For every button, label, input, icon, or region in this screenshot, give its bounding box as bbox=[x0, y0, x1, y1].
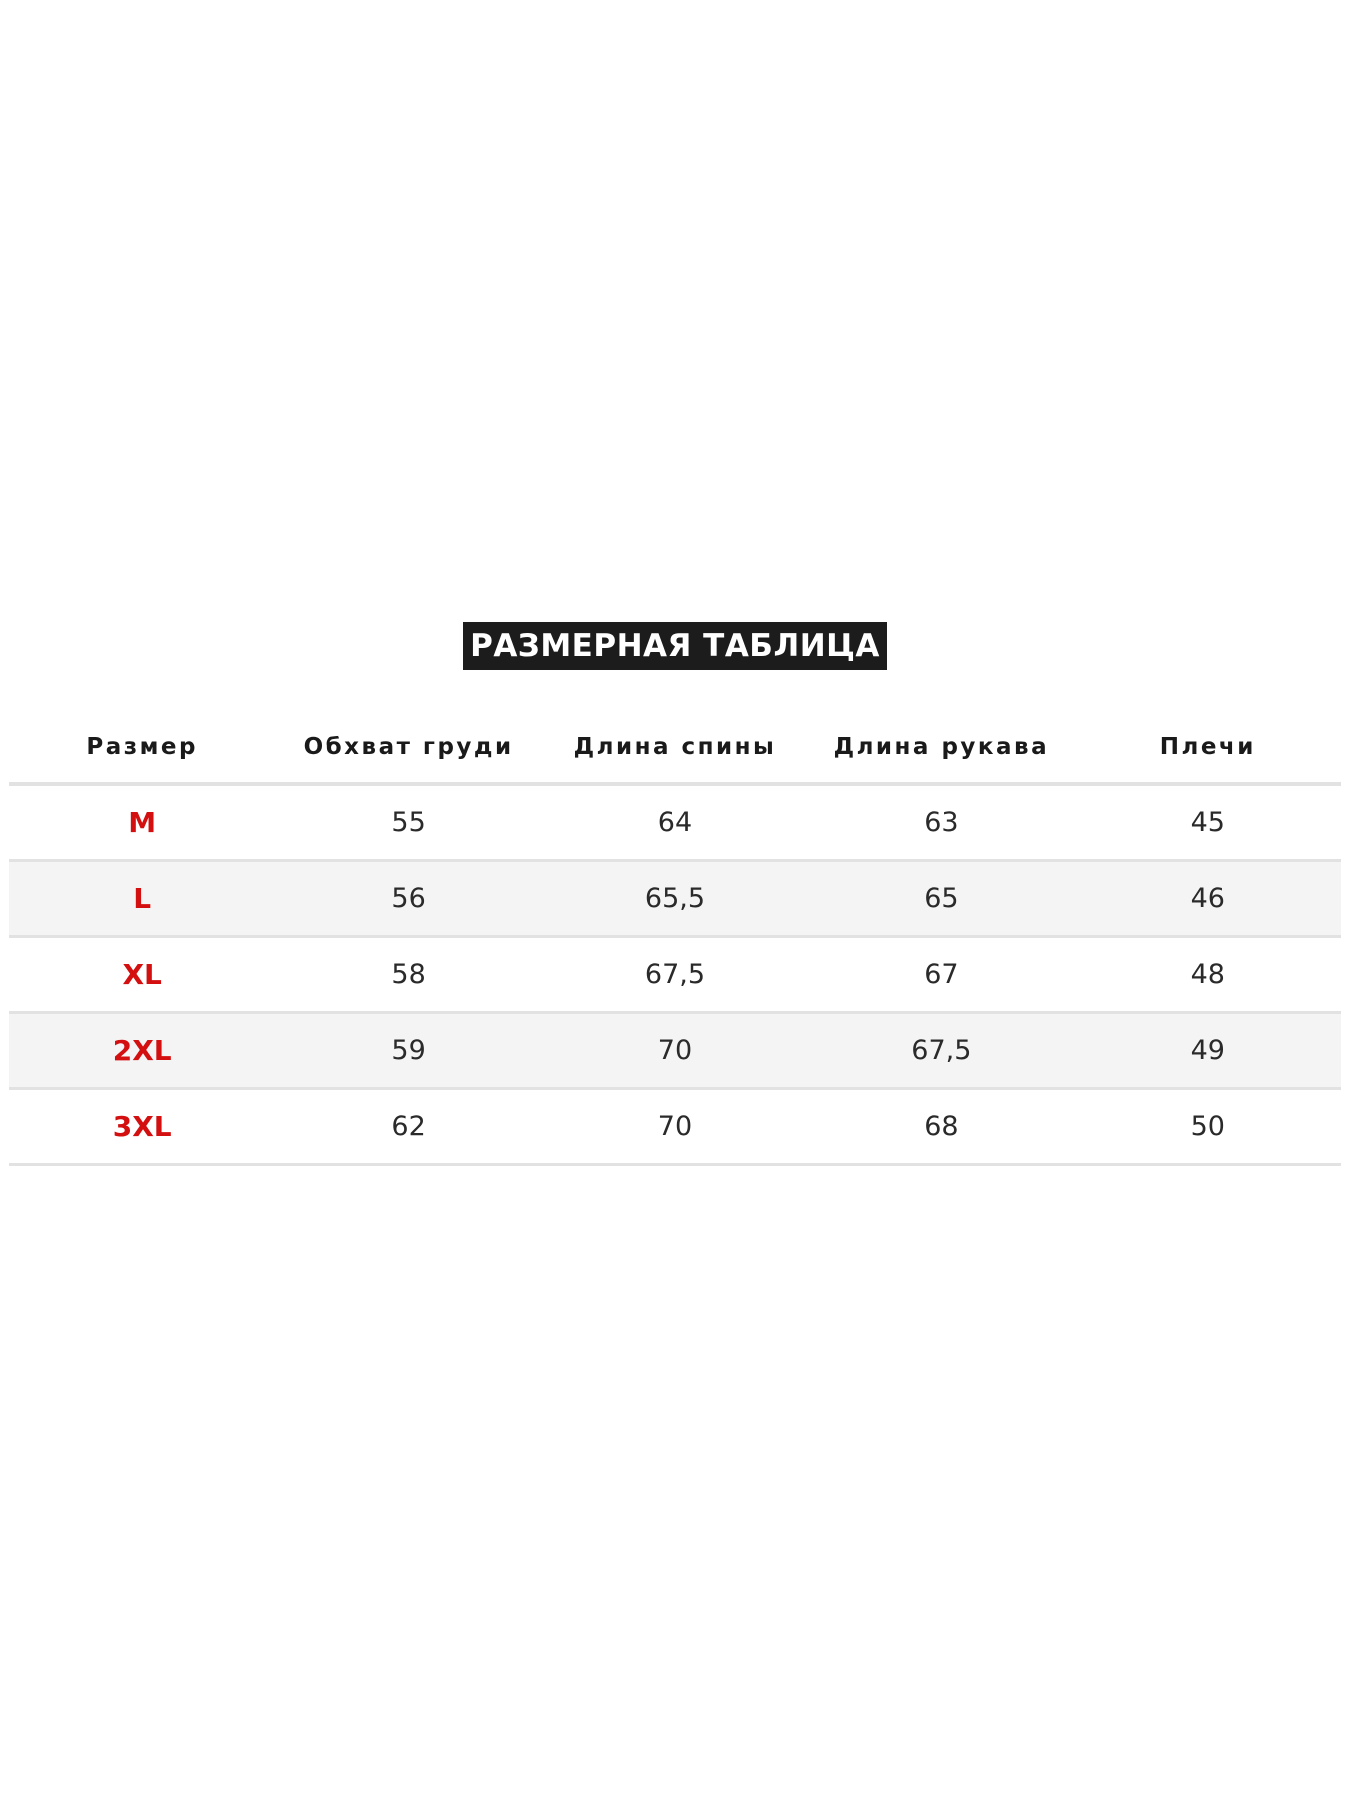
back-length-value: 64 bbox=[542, 784, 808, 861]
chest-value: 58 bbox=[275, 937, 541, 1013]
shoulders-value: 50 bbox=[1075, 1089, 1341, 1165]
size-label: XL bbox=[9, 937, 275, 1013]
size-label: 2XL bbox=[9, 1013, 275, 1089]
chest-value: 56 bbox=[275, 861, 541, 937]
sleeve-length-value: 68 bbox=[808, 1089, 1074, 1165]
header-back-length: Длина спины bbox=[542, 712, 808, 784]
chest-value: 62 bbox=[275, 1089, 541, 1165]
title-container bbox=[0, 622, 1350, 670]
back-length-value: 65,5 bbox=[542, 861, 808, 937]
back-length-value: 70 bbox=[542, 1013, 808, 1089]
table-row bbox=[9, 1013, 1341, 1089]
sleeve-length-value: 63 bbox=[808, 784, 1074, 861]
header-chest: Обхват груди bbox=[275, 712, 541, 784]
header-size: Размер bbox=[9, 712, 275, 784]
back-length-value: 70 bbox=[542, 1089, 808, 1165]
shoulders-value: 48 bbox=[1075, 937, 1341, 1013]
table-row bbox=[9, 861, 1341, 937]
sleeve-length-value: 65 bbox=[808, 861, 1074, 937]
back-length-value: 67,5 bbox=[542, 937, 808, 1013]
size-table bbox=[9, 712, 1341, 1166]
shoulders-value: 46 bbox=[1075, 861, 1341, 937]
table-row bbox=[9, 937, 1341, 1013]
sleeve-length-value: 67,5 bbox=[808, 1013, 1074, 1089]
sleeve-length-value: 67 bbox=[808, 937, 1074, 1013]
shoulders-value: 45 bbox=[1075, 784, 1341, 861]
table-header-row bbox=[9, 712, 1341, 784]
table-row bbox=[9, 784, 1341, 861]
header-shoulders: Плечи bbox=[1075, 712, 1341, 784]
size-label: 3XL bbox=[9, 1089, 275, 1165]
size-label: L bbox=[9, 861, 275, 937]
table-row bbox=[9, 1089, 1341, 1165]
size-chart-title: РАЗМЕРНАЯ ТАБЛИЦА bbox=[463, 622, 887, 670]
chest-value: 59 bbox=[275, 1013, 541, 1089]
chest-value: 55 bbox=[275, 784, 541, 861]
header-sleeve-length: Длина рукава bbox=[808, 712, 1074, 784]
shoulders-value: 49 bbox=[1075, 1013, 1341, 1089]
size-label: M bbox=[9, 784, 275, 861]
